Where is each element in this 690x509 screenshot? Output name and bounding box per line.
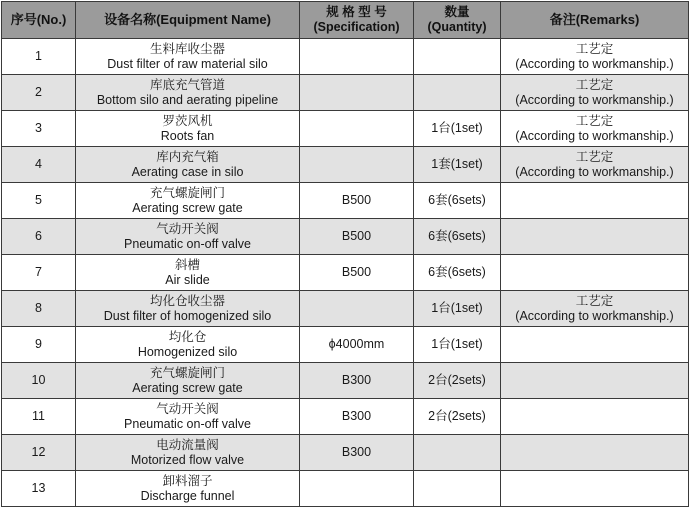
cell-no [2,183,76,219]
equipment-name-en: Pneumatic on-off valve [124,236,251,251]
remark-en: (According to workmanship.) [515,128,674,143]
cell-no [2,327,76,363]
remark-en: (According to workmanship.) [515,308,674,323]
header-spec-cn: 规 格 型 号 [326,5,387,19]
header-specification [300,2,414,39]
specification-value: B500 [341,229,372,244]
cell-remarks [501,39,689,75]
cell-specification [300,255,414,291]
header-spec-en: (Specification) [313,20,400,34]
equipment-name-en: Roots fan [160,128,215,143]
remark-en: (According to workmanship.) [515,92,674,107]
equipment-name-cn: 生料库收尘器 [149,42,225,56]
table-row [2,327,689,363]
header-no: 序号(No.) [2,2,76,39]
cell-quantity [414,219,501,255]
equipment-table [1,1,689,507]
cell-remarks [501,111,689,147]
quantity-value: 1台(1set) [431,301,483,316]
cell-no [2,471,76,507]
row-number: 4 [35,157,42,172]
cell-specification [300,435,414,471]
equipment-name-cn: 充气螺旋闸门 [149,366,225,380]
table-row [2,291,689,327]
cell-quantity [414,363,501,399]
table-row [2,147,689,183]
header-qty-cn: 数量 [444,5,470,19]
table-row [2,399,689,435]
header-row [2,2,689,39]
remark-en: (According to workmanship.) [515,164,674,179]
table-row [2,39,689,75]
row-number: 8 [35,301,42,316]
equipment-name-en: Air slide [165,272,210,287]
cell-specification [300,39,414,75]
cell-no [2,111,76,147]
cell-specification [300,291,414,327]
row-number: 9 [35,337,42,352]
cell-equipment-name [76,435,300,471]
equipment-name-cn: 电动流量阀 [156,438,219,452]
quantity-value: 6套(6sets) [428,229,486,244]
cell-equipment-name [76,327,300,363]
specification-value: B500 [341,193,372,208]
row-number: 5 [35,193,42,208]
cell-remarks [501,183,689,219]
cell-equipment-name [76,39,300,75]
cell-no [2,363,76,399]
table-row [2,111,689,147]
row-number: 7 [35,265,42,280]
table-row [2,363,689,399]
header-quantity [414,2,501,39]
equipment-name-en: Aerating screw gate [132,380,243,395]
cell-quantity [414,255,501,291]
equipment-name-en: Discharge funnel [140,488,235,503]
row-number: 13 [31,481,46,496]
header-equipment-name: 设备名称(Equipment Name) [76,2,300,39]
cell-equipment-name [76,111,300,147]
cell-equipment-name [76,75,300,111]
equipment-name-cn: 均化仓 [168,330,207,344]
cell-quantity [414,291,501,327]
row-number: 2 [35,85,42,100]
cell-equipment-name [76,399,300,435]
cell-specification [300,147,414,183]
cell-equipment-name [76,363,300,399]
equipment-name-en: Motorized flow valve [130,452,245,467]
row-number: 12 [31,445,46,460]
quantity-value: 6套(6sets) [428,193,486,208]
cell-specification [300,219,414,255]
cell-no [2,291,76,327]
cell-no [2,147,76,183]
equipment-name-cn: 库内充气箱 [156,150,219,164]
cell-equipment-name [76,471,300,507]
remark-cn: 工艺定 [575,150,614,164]
equipment-name-cn: 罗茨风机 [162,114,213,128]
cell-quantity [414,39,501,75]
cell-no [2,219,76,255]
cell-remarks [501,399,689,435]
equipment-name-en: Bottom silo and aerating pipeline [96,92,279,107]
equipment-name-en: Dust filter of raw material silo [107,56,268,71]
table-header [2,2,689,39]
cell-equipment-name [76,147,300,183]
cell-remarks [501,219,689,255]
header-qty-en: (Quantity) [427,20,487,34]
cell-equipment-name [76,219,300,255]
table-body [2,39,689,507]
specification-value: ϕ4000mm [328,337,385,352]
cell-quantity [414,111,501,147]
specification-value: B300 [341,373,372,388]
equipment-name-en: Aerating screw gate [132,200,243,215]
cell-specification [300,399,414,435]
remark-en: (According to workmanship.) [515,56,674,71]
cell-no [2,435,76,471]
equipment-name-en: Homogenized silo [137,344,238,359]
quantity-value: 2台(2sets) [428,373,486,388]
remark-cn: 工艺定 [575,78,614,92]
cell-specification [300,327,414,363]
equipment-name-en: Pneumatic on-off valve [124,416,251,431]
cell-specification [300,363,414,399]
cell-no [2,75,76,111]
header-remarks: 备注(Remarks) [501,2,689,39]
table-row [2,75,689,111]
table-row [2,255,689,291]
row-number: 6 [35,229,42,244]
cell-quantity [414,399,501,435]
equipment-name-cn: 充气螺旋闸门 [149,186,225,200]
quantity-value: 2台(2sets) [428,409,486,424]
equipment-name-cn: 库底充气管道 [149,78,225,92]
cell-remarks [501,75,689,111]
table-row [2,435,689,471]
cell-remarks [501,255,689,291]
equipment-name-cn: 斜槽 [174,258,200,272]
equipment-name-cn: 卸料溜子 [162,474,213,488]
remark-cn: 工艺定 [575,294,614,308]
row-number: 1 [35,49,42,64]
cell-quantity [414,471,501,507]
cell-specification [300,471,414,507]
cell-no [2,399,76,435]
row-number: 10 [31,373,46,388]
quantity-value: 1台(1set) [431,337,483,352]
cell-quantity [414,183,501,219]
cell-specification [300,183,414,219]
specification-value: B300 [341,409,372,424]
cell-remarks [501,363,689,399]
cell-remarks [501,435,689,471]
cell-no [2,255,76,291]
specification-value: B300 [341,445,372,460]
cell-no [2,39,76,75]
equipment-name-en: Aerating case in silo [131,164,244,179]
cell-quantity [414,75,501,111]
cell-quantity [414,327,501,363]
quantity-value: 1套(1set) [431,157,483,172]
cell-specification [300,111,414,147]
remark-cn: 工艺定 [575,42,614,56]
cell-specification [300,75,414,111]
quantity-value: 1台(1set) [431,121,483,136]
table-row [2,183,689,219]
equipment-table-container [1,1,689,506]
equipment-name-cn: 气动开关阀 [156,222,219,236]
cell-remarks [501,147,689,183]
table-row [2,219,689,255]
equipment-name-en: Dust filter of homogenized silo [103,308,272,323]
quantity-value: 6套(6sets) [428,265,486,280]
table-row [2,471,689,507]
equipment-name-cn: 气动开关阀 [156,402,219,416]
cell-quantity [414,147,501,183]
row-number: 11 [32,409,45,424]
cell-remarks [501,471,689,507]
cell-remarks [501,327,689,363]
cell-equipment-name [76,183,300,219]
cell-remarks [501,291,689,327]
cell-equipment-name [76,255,300,291]
row-number: 3 [35,121,42,136]
remark-cn: 工艺定 [575,114,614,128]
equipment-name-cn: 均化仓收尘器 [149,294,225,308]
specification-value: B500 [341,265,372,280]
cell-quantity [414,435,501,471]
cell-equipment-name [76,291,300,327]
